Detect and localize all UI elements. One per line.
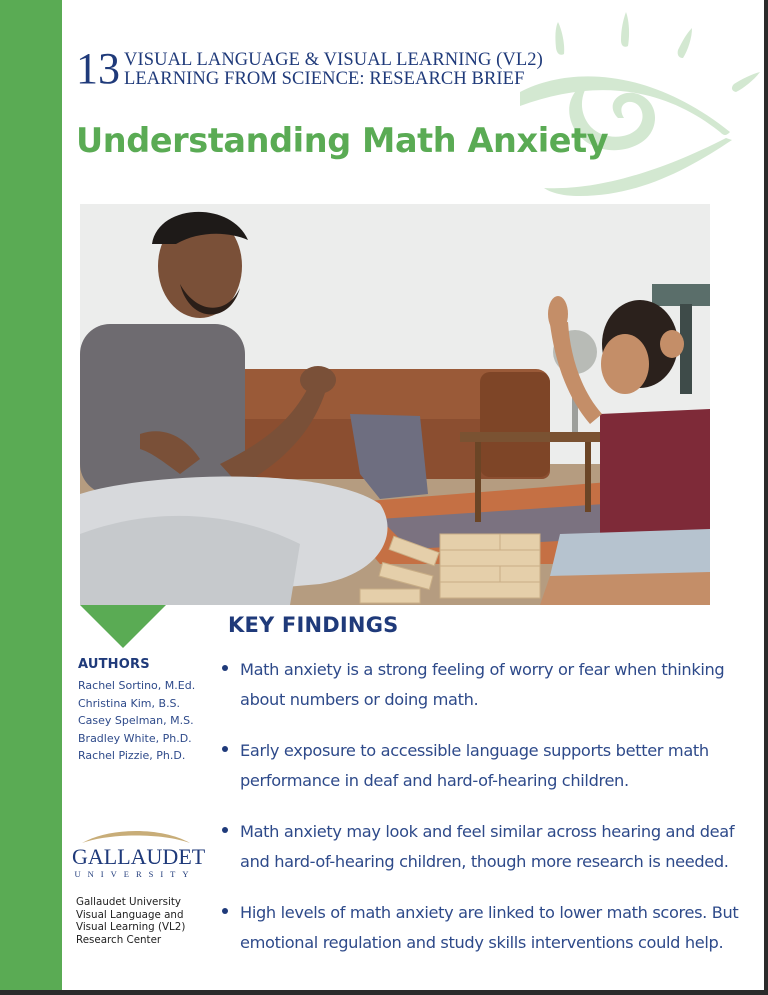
finding-item [218, 898, 748, 958]
finding-text: Math anxiety may look and feel similar across hearing and deaf and hard-of-hearing children, though more research is needed. [240, 822, 735, 871]
author-name: Rachel Pizzie, Ph.D. [78, 749, 186, 762]
finding-item [218, 736, 748, 796]
bullet-icon [222, 908, 228, 914]
green-sidebar-band [0, 0, 62, 990]
authors-list [78, 677, 195, 765]
university-wordmark: UNIVERSITY [74, 869, 196, 879]
key-findings-heading: KEY FINDINGS [228, 613, 399, 637]
finding-text: Math anxiety is a strong feeling of worry or fear when thinking about numbers or doing math. [240, 660, 725, 709]
center-info-line: Research Center [76, 933, 162, 946]
center-info-line: Visual Language and [76, 908, 184, 921]
series-subtitle: LEARNING FROM SCIENCE: RESEARCH BRIEF [124, 69, 525, 89]
gallaudet-logo [72, 825, 206, 885]
finding-text: High levels of math anxiety are linked to lower math scores. But emotional regulation and study skills interventions could help. [240, 903, 739, 952]
eye-logo-icon [520, 0, 764, 200]
author-name: Christina Kim, B.S. [78, 696, 181, 710]
green-triangle-accent [80, 605, 166, 648]
author-name: Bradley White, Ph.D. [78, 731, 192, 745]
hero-photo [80, 204, 710, 605]
authors-heading: AUTHORS [78, 657, 150, 672]
author-name: Rachel Sortino, M.Ed. [78, 679, 196, 692]
series-title: VISUAL LANGUAGE & VISUAL LEARNING (VL2) [124, 50, 543, 70]
center-info-line: Visual Learning (VL2) [76, 921, 186, 933]
gallaudet-wordmark: GALLAUDET [72, 844, 206, 869]
research-center-info [76, 896, 185, 946]
page-title: Understanding Math Anxiety [76, 121, 609, 160]
bullet-icon [222, 746, 228, 752]
center-info-line: Gallaudet University [76, 896, 181, 908]
finding-text: Early exposure to accessible language supports better math performance in deaf and hard-of-hearing children. [240, 741, 709, 790]
bullet-icon [222, 827, 228, 833]
finding-item [218, 817, 748, 877]
bullet-icon [222, 665, 228, 671]
brief-number: 13 [76, 44, 120, 93]
author-name: Casey Spelman, M.S. [78, 714, 194, 727]
finding-item [218, 655, 748, 715]
key-findings-list [218, 655, 748, 979]
gallaudet-arc-icon [80, 825, 192, 845]
